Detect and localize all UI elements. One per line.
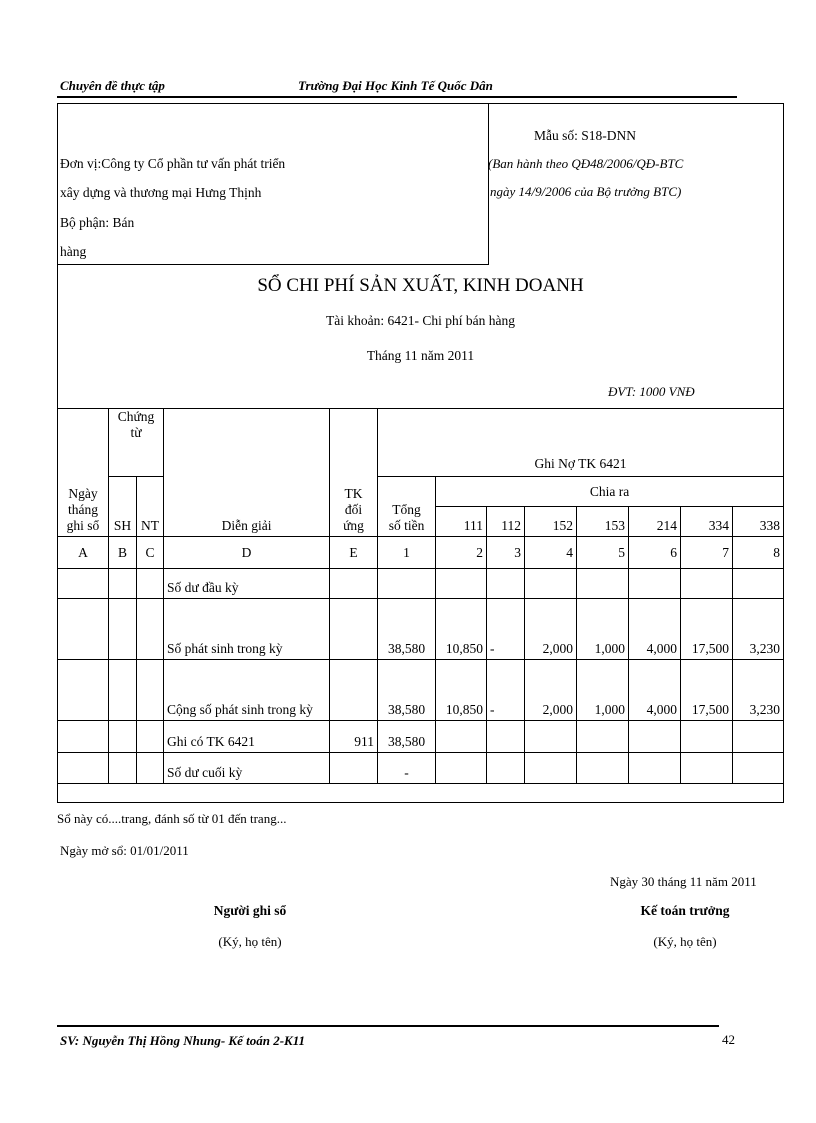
header-account-338: 338 <box>733 507 784 537</box>
ledger-period: Tháng 11 năm 2011 <box>366 348 475 363</box>
department-line2: hàng <box>60 244 87 259</box>
table-row: Số dư cuối kỳ - <box>58 753 784 784</box>
header-account-153: 153 <box>577 507 629 537</box>
footer-student: SV: Nguyễn Thị Hồng Nhung- Kế toán 2-K11 <box>60 1033 306 1048</box>
header-debit: Ghi Nợ TK 6421 <box>378 409 784 477</box>
header-center: Trường Đại Học Kinh Tế Quốc Dân <box>298 78 493 93</box>
ledger-account: Tài khoản: 6421- Chi phí bán hàng <box>326 313 515 328</box>
header-split: Chia ra <box>436 477 784 507</box>
table-row: Cộng số phát sinh trong kỳ 38,580 10,850 - 2,000 1,000 4,000 17,500 3,230 <box>58 660 784 721</box>
header-account-334: 334 <box>681 507 733 537</box>
header-rule <box>57 96 737 98</box>
header-description: Diễn giải <box>164 409 330 537</box>
header-left: Chuyên đề thực tập <box>60 78 165 93</box>
table-row: Số phát sinh trong kỳ 38,580 10,850 - 2,000 1,000 4,000 17,500 3,230 <box>58 599 784 660</box>
currency-unit: ĐVT: 1000 VNĐ <box>608 384 695 399</box>
header-voucher: Chứng từ <box>109 409 164 477</box>
header-account-111: 111 <box>436 507 487 537</box>
recorder-note: (Ký, họ tên) <box>218 934 282 949</box>
header-total: Tổng số tiền <box>378 477 436 537</box>
open-date-note: Ngày mở sổ: 01/01/2011 <box>60 843 189 858</box>
department-line1: Bộ phận: Bán <box>60 215 135 230</box>
recorder-title: Người ghi sổ <box>213 903 287 918</box>
page-count-note: Sổ này có....trang, đánh số từ 01 đến trang... <box>57 811 287 826</box>
company-name-line1: Đơn vị:Công ty Cổ phần tư vấn phát triển <box>60 156 286 171</box>
company-box <box>57 103 489 265</box>
ledger-table <box>57 408 784 784</box>
header-sh: SH <box>109 477 137 537</box>
sign-date: Ngày 30 tháng 11 năm 2011 <box>610 874 757 889</box>
header-nt: NT <box>137 477 164 537</box>
chief-accountant-title: Kế toán trưởng <box>640 903 730 918</box>
footer-rule <box>57 1025 719 1027</box>
header-account-214: 214 <box>629 507 681 537</box>
table-row: Số dư đầu kỳ <box>58 569 784 599</box>
company-name-line2: xây dựng và thương mại Hưng Thịnh <box>60 185 262 200</box>
header-date: Ngày tháng ghi sổ <box>58 409 109 537</box>
form-issued-line2: ngày 14/9/2006 của Bộ trưởng BTC) <box>490 184 682 199</box>
code-row: A B C D E 1 2 3 4 5 6 7 8 <box>58 537 784 569</box>
header-account-112: 112 <box>487 507 525 537</box>
form-code: Mẫu số: S18-DNN <box>534 128 637 143</box>
header-contra-account: TK đối ứng <box>330 409 378 537</box>
table-row: Ghi có TK 6421 911 38,580 <box>58 721 784 753</box>
form-issued-line1: (Ban hành theo QĐ48/2006/QĐ-BTC <box>488 156 684 171</box>
ledger-title: SỔ CHI PHÍ SẢN XUẤT, KINH DOANH <box>257 275 584 296</box>
chief-accountant-note: (Ký, họ tên) <box>653 934 717 949</box>
page-number: 42 <box>722 1032 735 1047</box>
header-account-152: 152 <box>525 507 577 537</box>
